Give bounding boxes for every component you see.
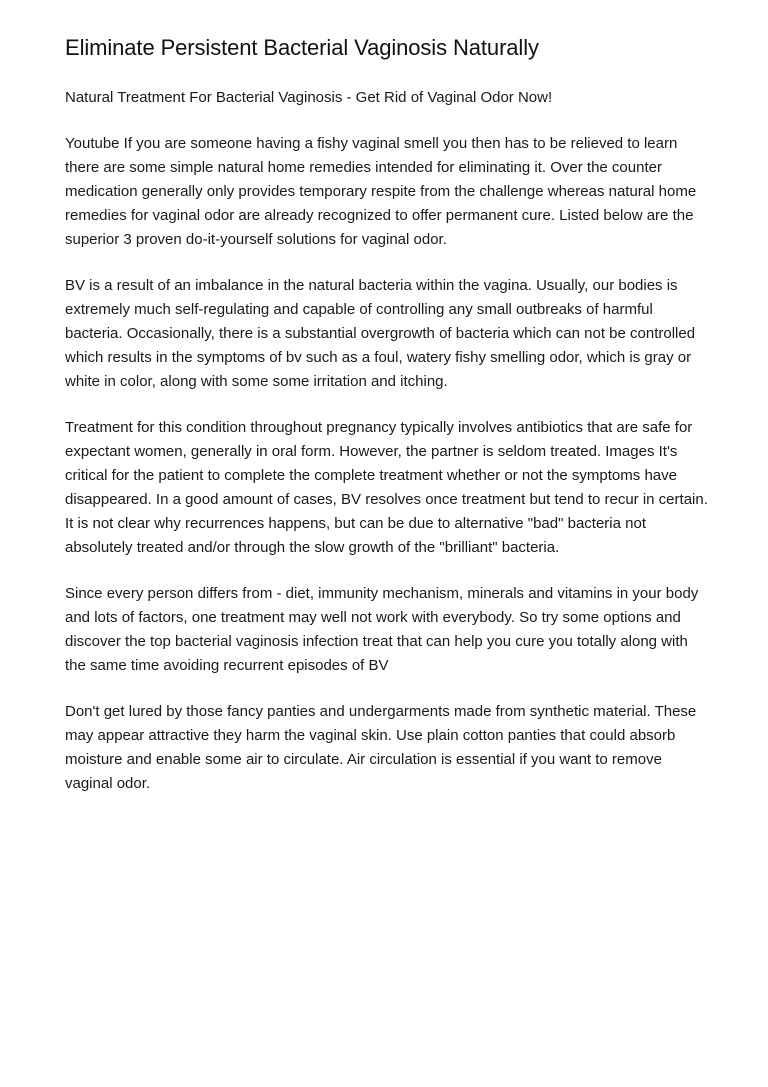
paragraph-5: Don't get lured by those fancy panties and undergarments made from synthetic material. These may appear attractive they harm the vaginal skin. Use plain cotton panties that could absorb moisture and enable some air to circulate. Air circulation is essential if you want to remove vaginal odor. xyxy=(65,703,697,792)
document-subtitle: Natural Treatment For Bacterial Vaginosis - Get Rid of Vaginal Odor Now! xyxy=(65,89,553,106)
paragraph-4: Since every person differs from - diet, immunity mechanism, minerals and vitamins in your body and lots of factors, one treatment may well not work with everybody. So try some options and discover the top bacterial vaginosis infection treat that can help you cure you totally along with the same time avoiding recurrent episodes of BV xyxy=(65,585,699,674)
paragraph-3: Treatment for this condition throughout pregnancy typically involves antibiotics that are safe for expectant women, generally in oral form. However, the partner is seldom treated. Images It's critical for the patient to complete the complete treatment whether or not the symptoms have disappeared. In a good amount of cases, BV resolves once treatment but tend to recur in certain. It is not clear why recurrences happens, but can be due to alternative "bad" bacteria not absolutely treated and/or through the slow growth of the "brilliant" bacteria. xyxy=(65,419,708,556)
paragraph-2: BV is a result of an imbalance in the natural bacteria within the vagina. Usually, our bodies is extremely much self-regulating and capable of controlling any small outbreaks of harmful bacteria. Occasionally, there is a substantial overgrowth of bacteria which can not be controlled which results in the symptoms of bv such as a foul, watery fishy smelling odor, which is gray or white in color, along with some some irritation and itching. xyxy=(65,277,696,390)
document-title: Eliminate Persistent Bacterial Vaginosis Naturally xyxy=(65,35,539,60)
paragraph-1: Youtube If you are someone having a fishy vaginal smell you then has to be relieved to learn there are some simple natural home remedies intended for eliminating it. Over the counter medication generally only provides temporary respite from the challenge whereas natural home remedies for vaginal odor are already recognized to offer permanent cure. Listed below are the superior 3 proven do-it-yourself solutions for vaginal odor. xyxy=(65,135,697,248)
